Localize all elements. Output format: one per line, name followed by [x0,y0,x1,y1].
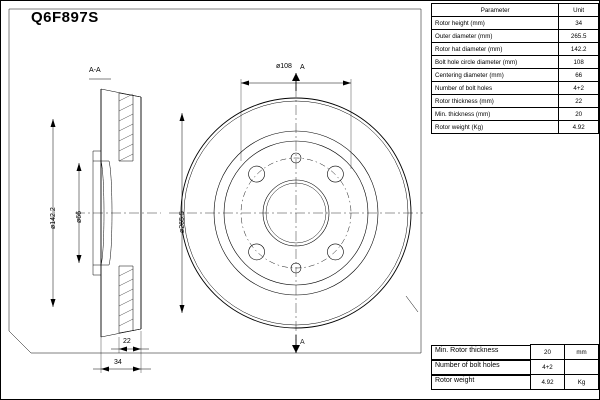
outer-diameter-dimension-label: ø265.5 [179,211,186,233]
summary-label: Min. Rotor thickness [431,345,531,360]
section-view [51,79,162,373]
summary-value: 20 [531,345,565,360]
bolt-hole [327,244,343,260]
spec-value: 4.92 [559,121,599,134]
section-edge [119,329,141,333]
height-dimension-label: 34 [114,359,122,366]
spec-label: Rotor height (mm) [432,17,559,30]
dimension-arrow-icon [241,81,249,86]
hat-profile [93,151,101,161]
spec-value: 20 [559,108,599,121]
header-unit: Unit [559,4,599,17]
summary-label: Number of bolt holes [431,360,531,375]
spec-value: 108 [559,56,599,69]
dimension-arrow-icon [51,299,56,307]
header-parameter: Parameter [432,4,559,17]
section-arrow-label-top: A [300,64,305,71]
spec-label: Rotor hat diameter (mm) [432,43,559,56]
spec-label: Outer diameter (mm) [432,30,559,43]
dimension-arrow-icon [180,305,185,313]
section-hatching [119,94,133,326]
spec-value: 142.2 [559,43,599,56]
dimension-arrow-icon [77,255,82,263]
bolt-circle-dimension-label: ø108 [276,63,292,70]
spec-label: Centering diameter (mm) [432,69,559,82]
spec-value: 265.5 [559,30,599,43]
spec-label: Min. thickness (mm) [432,108,559,121]
page-title: Q6F897S [31,9,99,26]
dimension-arrow-icon [343,81,351,86]
spec-label: Rotor weight (Kg) [432,121,559,134]
dimension-arrow-icon [101,367,109,372]
dimension-arrow-icon [51,119,56,127]
dimension-arrow-icon [180,113,185,121]
hat-diameter-dimension-label: ø142.2 [50,207,57,229]
dimension-arrow-icon [77,163,82,171]
bolt-hole [327,166,343,182]
spec-label: Rotor thickness (mm) [432,95,559,108]
summary-value: 4.92 [531,375,565,390]
section-arrow-icon [292,73,300,81]
front-view [169,73,423,353]
dimension-arrow-icon [133,367,141,372]
hat-profile [93,265,101,275]
thickness-dimension-label: 22 [123,338,131,345]
summary-value: 4+2 [531,360,565,375]
spec-value: 4+2 [559,82,599,95]
centering-diameter-dimension-label: ø66 [76,210,83,223]
spec-label: Bolt hole circle diameter (mm) [432,56,559,69]
spec-value: 34 [559,17,599,30]
dimension-arrow-icon [133,347,141,352]
summary-unit: mm [565,345,599,360]
spec-value: 22 [559,95,599,108]
summary-label: Rotor weight [431,375,531,390]
bolt-hole [249,166,265,182]
spec-value: 66 [559,69,599,82]
section-arrow-icon [292,345,300,353]
frame-line [9,331,31,353]
dimension-arrow-icon [119,347,127,352]
section-edge [119,93,141,97]
bolt-hole [249,244,265,260]
leader-line [406,296,418,312]
section-arrow-label-bottom: A [300,339,305,346]
section-label-aa: A-A [89,67,101,74]
summary-unit: Kg [565,375,599,390]
spec-label: Number of bolt holes [432,82,559,95]
